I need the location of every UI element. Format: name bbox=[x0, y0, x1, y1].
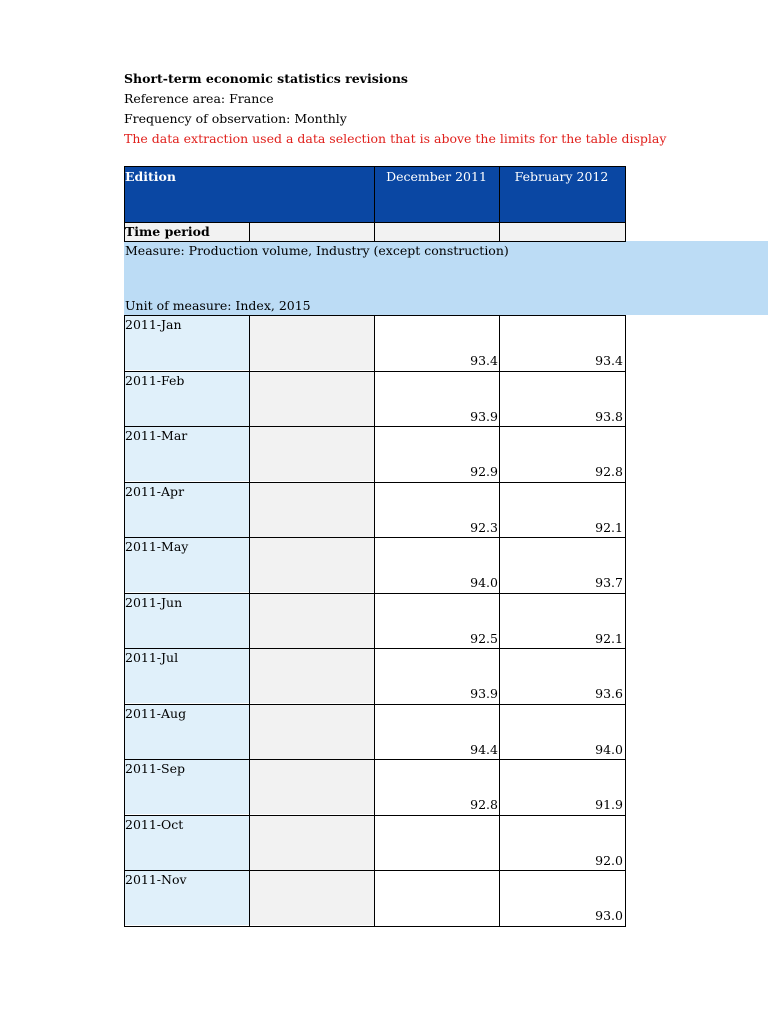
empty-cell bbox=[249, 426, 374, 481]
grid-line bbox=[124, 759, 626, 760]
value-february-2012: 91.9 bbox=[595, 797, 623, 812]
empty-cell bbox=[249, 759, 374, 814]
grid-line bbox=[124, 593, 626, 594]
period-label: 2011-Jul bbox=[125, 650, 179, 665]
value-february-2012: 93.7 bbox=[595, 575, 623, 590]
value-december-2011: 92.8 bbox=[470, 797, 498, 812]
value-february-2012: 92.1 bbox=[595, 520, 623, 535]
period-label: 2011-Jan bbox=[125, 317, 182, 332]
grid-line bbox=[124, 222, 626, 223]
value-december-2011: 92.3 bbox=[470, 520, 498, 535]
value-december-2011: 93.9 bbox=[470, 409, 498, 424]
value-february-2012: 93.6 bbox=[595, 686, 623, 701]
grid-line bbox=[625, 315, 626, 927]
value-december-2011: 93.4 bbox=[470, 353, 498, 368]
reference-area: Reference area: France bbox=[124, 91, 274, 106]
period-label: 2011-Jun bbox=[125, 595, 183, 610]
value-february-2012: 92.1 bbox=[595, 631, 623, 646]
value-december-2011: 94.4 bbox=[470, 742, 498, 757]
edition-december-2011: December 2011 bbox=[386, 169, 487, 184]
edition-february-2012: February 2012 bbox=[514, 169, 609, 184]
grid-line bbox=[124, 426, 626, 427]
empty-cell bbox=[249, 704, 374, 759]
grid-line bbox=[499, 166, 500, 242]
grid-line bbox=[124, 371, 626, 372]
edition-label: Edition bbox=[125, 169, 176, 184]
grid-line bbox=[249, 315, 250, 927]
unit-of-measure: Unit of measure: Index, 2015 bbox=[125, 298, 311, 313]
grid-line bbox=[124, 704, 626, 705]
time-period-label: Time period bbox=[125, 224, 210, 239]
grid-line bbox=[124, 315, 125, 927]
period-label: 2011-Oct bbox=[125, 817, 184, 832]
value-december-2011: 92.9 bbox=[470, 464, 498, 479]
grid-line bbox=[124, 815, 626, 816]
report-title: Short-term economic statistics revisions bbox=[124, 71, 408, 86]
empty-cell bbox=[249, 870, 374, 925]
value-february-2012: 93.0 bbox=[595, 908, 623, 923]
grid-line bbox=[124, 166, 626, 167]
empty-cell bbox=[249, 537, 374, 592]
value-february-2012: 93.4 bbox=[595, 353, 623, 368]
grid-line bbox=[499, 315, 500, 927]
period-label: 2011-Sep bbox=[125, 761, 185, 776]
grid-line bbox=[124, 315, 626, 316]
period-label: 2011-Mar bbox=[125, 428, 188, 443]
period-label: 2011-Feb bbox=[125, 373, 185, 388]
grid-line bbox=[124, 241, 626, 242]
value-february-2012: 92.0 bbox=[595, 853, 623, 868]
empty-cell bbox=[249, 815, 374, 870]
empty-cell bbox=[249, 593, 374, 648]
period-label: 2011-Aug bbox=[125, 706, 187, 721]
grid-line bbox=[124, 537, 626, 538]
empty-cell bbox=[249, 482, 374, 537]
value-december-2011: 94.0 bbox=[470, 575, 498, 590]
grid-line bbox=[124, 482, 626, 483]
grid-line bbox=[374, 166, 375, 242]
grid-line bbox=[124, 166, 125, 242]
frequency-of-observation: Frequency of observation: Monthly bbox=[124, 111, 347, 126]
value-february-2012: 94.0 bbox=[595, 742, 623, 757]
data-limit-warning: The data extraction used a data selection that is above the limits for the table display bbox=[124, 131, 667, 146]
grid-line bbox=[249, 222, 250, 242]
grid-line bbox=[124, 870, 626, 871]
empty-cell bbox=[249, 371, 374, 426]
measure-label: Measure: Production volume, Industry (except construction) bbox=[125, 243, 509, 258]
value-february-2012: 93.8 bbox=[595, 409, 623, 424]
grid-line bbox=[124, 648, 626, 649]
value-december-2011: 92.5 bbox=[470, 631, 498, 646]
grid-line bbox=[625, 166, 626, 242]
empty-cell bbox=[249, 315, 374, 370]
grid-line bbox=[124, 926, 626, 927]
empty-cell bbox=[249, 648, 374, 703]
value-february-2012: 92.8 bbox=[595, 464, 623, 479]
period-label: 2011-May bbox=[125, 539, 189, 554]
grid-line bbox=[374, 315, 375, 927]
value-december-2011: 93.9 bbox=[470, 686, 498, 701]
period-label: 2011-Apr bbox=[125, 484, 185, 499]
period-label: 2011-Nov bbox=[125, 872, 187, 887]
